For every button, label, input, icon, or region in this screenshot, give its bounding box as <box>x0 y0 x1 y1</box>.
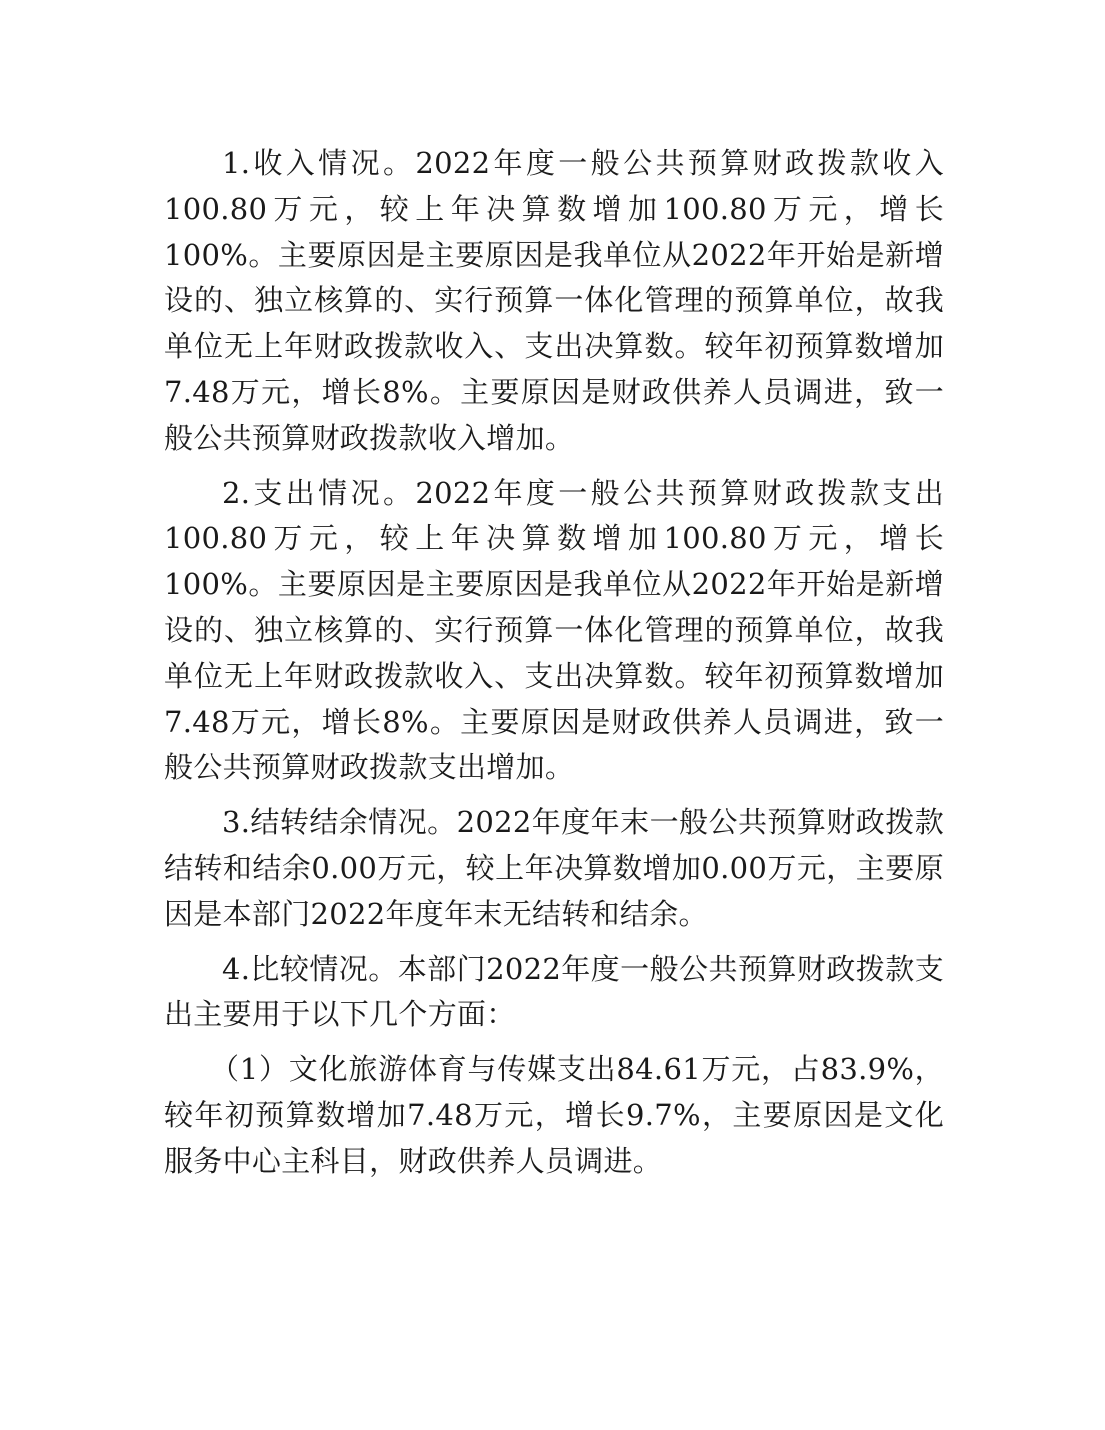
paragraph-income: 1.收入情况。2022年度一般公共预算财政拨款收入100.80万元，较上年决算数增加100.80万元，增长100%。主要原因是主要原因是我单位从2022年开始是新增设的、独立核算的、实行预算一体化管理的预算单位，故我单位无上年财政拨款收入、支出决算数。较年初预算数增加7.48万元，增长8%。主要原因是财政供养人员调进，致一般公共预算财政拨款收入增加。 <box>164 146 944 455</box>
paragraph-carryover: 3.结转结余情况。2022年度年末一般公共预算财政拨款结转和结余0.00万元，较上年决算数增加0.00万元，主要原因是本部门2022年度年末无结转和结余。 <box>164 805 944 931</box>
document-body <box>164 141 944 1194</box>
paragraph-comparison: 4.比较情况。本部门2022年度一般公共预算财政拨款支出主要用于以下几个方面： <box>164 951 944 1032</box>
paragraph-culture-expenditure: （1）文化旅游体育与传媒支出84.61万元，占83.9%，较年初预算数增加7.48万元，增长9.7%，主要原因是文化服务中心主科目，财政供养人员调进。 <box>164 1052 944 1178</box>
paragraph-expenditure: 2.支出情况。2022年度一般公共预算财政拨款支出100.80万元，较上年决算数增加100.80万元，增长100%。主要原因是主要原因是我单位从2022年开始是新增设的、独立核算的、实行预算一体化管理的预算单位，故我单位无上年财政拨款收入、支出决算数。较年初预算数增加7.48万元，增长8%。主要原因是财政供养人员调进，致一般公共预算财政拨款支出增加。 <box>164 475 944 785</box>
